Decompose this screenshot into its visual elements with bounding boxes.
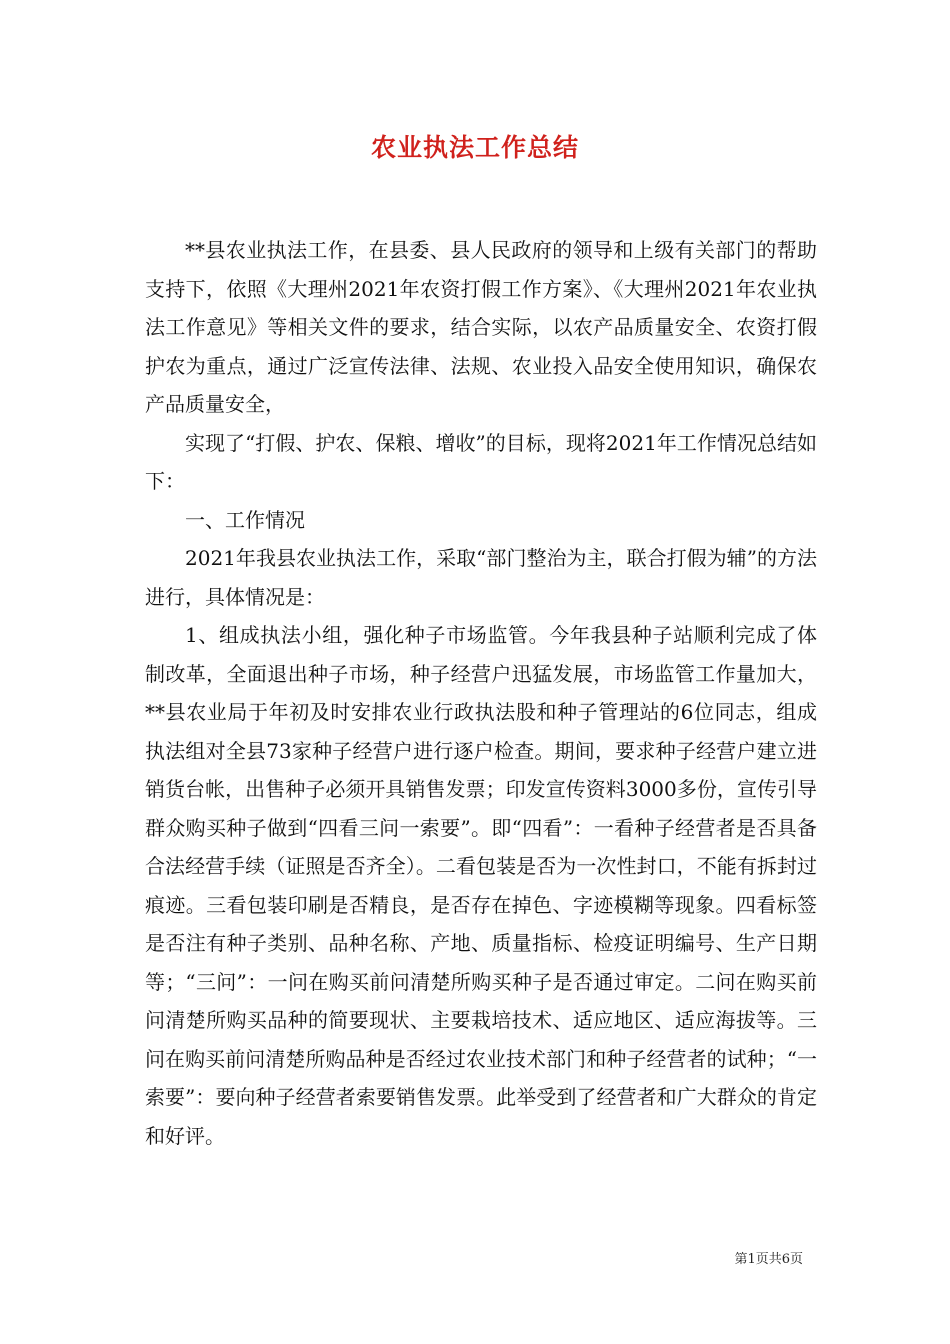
paragraph-intro: **县农业执法工作，在县委、县人民政府的领导和上级有关部门的帮助支持下，依照《大理州2021年农资打假工作方案》、《大理州2021年农业执法工作意见》等相关文件的要求，结合实际，以农产品质量安全、农资打假护农为重点，通过广泛宣传法律、法规、农业投入品安全使用知识，确保农产品质量安全，: [145, 238, 817, 416]
section-heading-work-status: 一、工作情况: [185, 507, 305, 532]
document-title: 农业执法工作总结: [370, 133, 579, 162]
paragraph-goal: 实现了“打假、护农、保粮、增收”的目标，现将2021年工作情况总结如下：: [145, 430, 817, 493]
paragraph-item-1: 1、组成执法小组，强化种子市场监管。今年我县种子站顺利完成了体制改革，全面退出种子市场，种子经营户迅猛发展，市场监管工作量加大，**县农业局于年初及时安排农业行政执法股和种子管理站的6位同志，组成执法组对全县73家种子经营户进行逐户检查。期间，要求种子经营户建立进销货台帐，出售种子必须开具销售发票；印发宣传资料3000多份，宣传引导群众购买种子做到“四看三问一索要”。即“四看”：一看种子经营者是否具备合法经营手续（证照是否齐全）。二看包装是否为一次性封口，不能有拆封过痕迹。三看包装印刷是否精良，是否存在掉色、字迹模糊等现象。四看标签是否注有种子类别、品种名称、产地、质量指标、检疫证明编号、生产日期等；“三问”：一问在购买前问清楚所购买种子是否通过审定。二问在购买前问清楚所购买品种的简要现状、主要栽培技术、适应地区、适应海拔等。三问在购买前问清楚所购品种是否经过农业技术部门和种子经营者的试种；“一索要”：要向种子经营者索要销售发票。此举受到了经营者和广大群众的肯定和好评。: [145, 623, 817, 1148]
page-number-footer: 第1页共6页: [734, 1252, 803, 1267]
document-body: [145, 231, 817, 1155]
paragraph-method: 2021年我县农业执法工作，采取“部门整治为主，联合打假为辅”的方法进行，具体情况是：: [145, 546, 817, 609]
